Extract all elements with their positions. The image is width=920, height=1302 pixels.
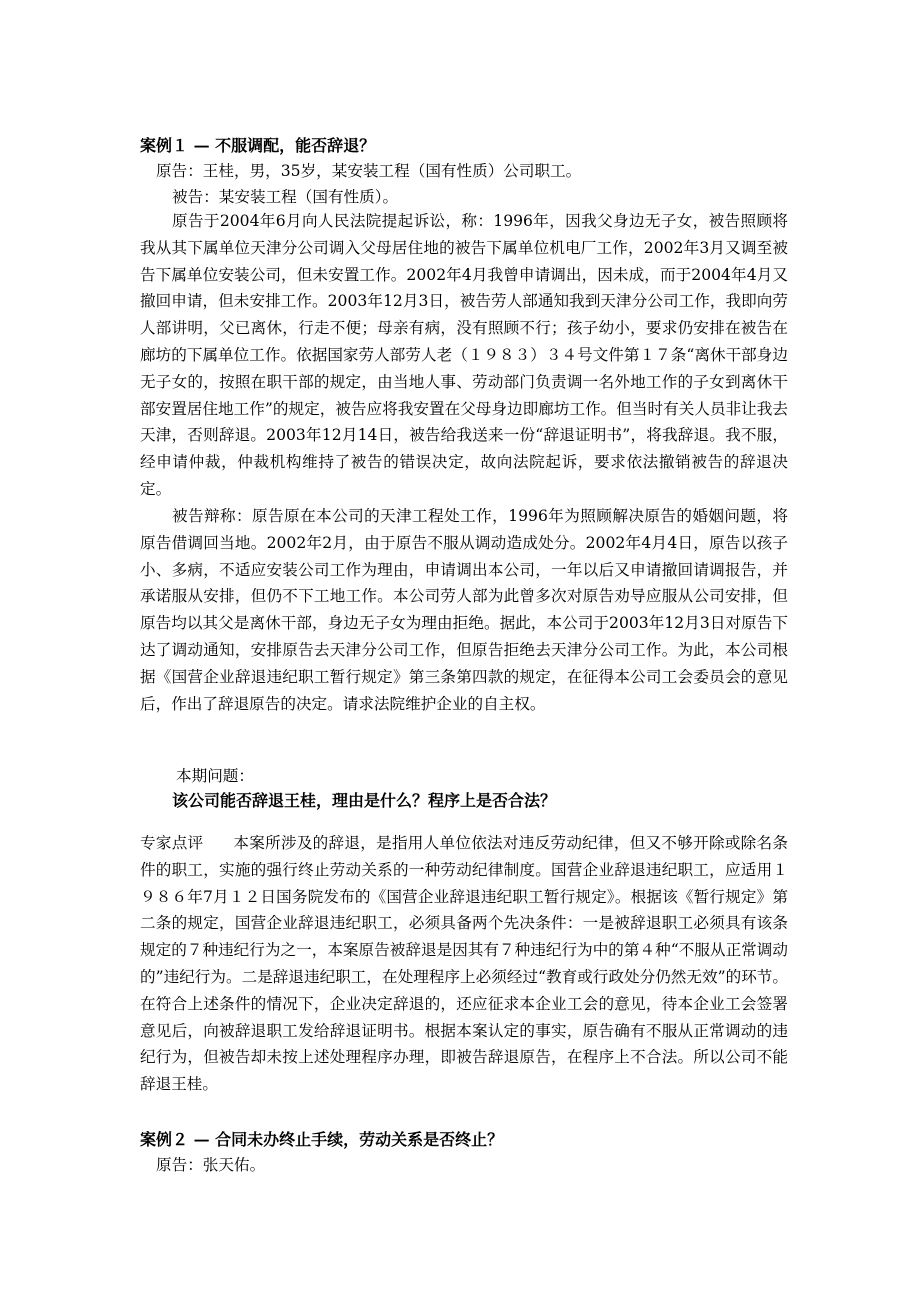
- case1-plaintiff: 原告：王桂，男，35岁，某安装工程（国有性质）公司职工。: [156, 162, 582, 180]
- case1-defense-paragraph: 被告辩称：原告原在本公司的天津工程处工作，1996年为照顾解决原告的婚姻问题，将原告借调回当地。2002年2月，由于原告不服从调动造成处分。2002年4月4日，原告以孩子小、多病，不适应安装公司工作为理由，申请调出本公司，一年以后又申请撤回请调报告，并承诺服从安排，但仍不下工地工作。本公司劳人部为此曾多次对原告劝导应服从公司安排，但原告均以其父是离休干部，身边无子女为理由拒绝。据此，本公司于2003年12月3日对原告下达了调动通知，安排原告去天津分公司工作，但原告拒绝去天津分公司工作。为此，本公司根据《国营企业辞退违纪职工暂行规定》第三条第四款的规定，在征得本公司工会委员会的意见后，作出了辞退原告的决定。请求法院维护企业的自主权。: [140, 507, 788, 713]
- case2-plaintiff: 原告：张天佑。: [156, 1156, 266, 1174]
- question-label: 本期问题：: [176, 767, 254, 785]
- case1-claim-paragraph: 原告于2004年6月向人民法院提起诉讼，称：1996年，因我父身边无子女，被告照顾将我从其下属单位天津分公司调入父母居住地的被告下属单位机电厂工作，2002年3月又调至被告下属单位安装公司，但未安置工作。2002年4月我曾申请调出，因未成，而于2004年4月又撤回申请，但未安排工作。2003年12月3日，被告劳人部通知我到天津分公司工作，我即向劳人部讲明，父已离休，行走不便；母亲有病，没有照顾不行；孩子幼小，要求仍安排在被告在廊坊的下属单位工作。依据国家劳人部劳人老（１９８３）３４号文件第１７条“离休干部身边无子女的，按照在职干部的规定，由当地人事、劳动部门负责调一名外地工作的子女到离休干部安置居住地工作”的规定，被告应将我安置在父母身边即廊坊工作。但当时有关人员非让我去天津，否则辞退。2003年12月14日，被告给我送来一份“辞退证明书”，将我辞退。我不服，经申请仲裁，仲裁机构维持了被告的错误决定，故向法院起诉，要求依法撤销被告的辞退决定。: [140, 212, 788, 498]
- expert-comment-paragraph: [140, 830, 788, 1098]
- case1-title: 案例１ — 不服调配，能否辞退？: [140, 136, 376, 155]
- expert-label: 专家点评: [140, 834, 204, 852]
- question-text: 该公司能否辞退王桂，理由是什么？程序上是否合法？: [172, 791, 557, 810]
- case2-title: 案例２ — 合同未办终止手续，劳动关系是否终止？: [140, 1130, 504, 1149]
- expert-comment-text: 本案所涉及的辞退，是指用人单位依法对违反劳动纪律，但又不够开除或除名条件的职工，实施的强行终止劳动关系的一种劳动纪律制度。国营企业辞退违纪职工，应适用１９８６年7月１２日国务院发布的《国营企业辞退违纪职工暂行规定》。根据该《暂行规定》第二条的规定，国营企业辞退违纪职工，必须具备两个先决条件：一是被辞退职工必须具有该条规定的７种违纪行为之一，本案原告被辞退是因其有７种违纪行为中的第４种“不服从正常调动的”违纪行为。二是辞退违纪职工，在处理程序上必须经过“教育或行政处分仍然无效”的环节。在符合上述条件的情况下，企业决定辞退的，还应征求本企业工会的意见，待本企业工会签署意见后，向被辞退职工发给辞退证明书。根据本案认定的事实，原告确有不服从正常调动的违纪行为，但被告却未按上述处理程序办理，即被告辞退原告，在程序上不合法。所以公司不能辞退王桂。: [140, 834, 788, 1094]
- case1-defendant: 被告：某安装工程（国有性质）。: [172, 188, 399, 206]
